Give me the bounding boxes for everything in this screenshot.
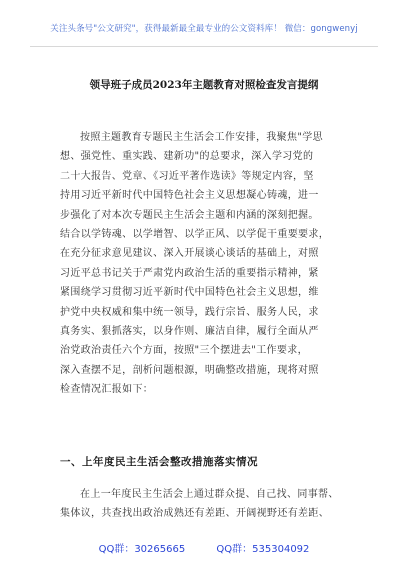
footer-qq-group-2: QQ群：535304092 (216, 544, 310, 555)
text-line: 按照主题教育专题民主生活会工作安排，我聚焦"学思 (80, 132, 323, 143)
text-line: 想、强党性、重实践、建新功"的总要求，深入学习党的 (60, 151, 314, 163)
text-line: 真务实、狠抓落实，以身作则、廉洁自律，履行全面从严 (60, 325, 319, 337)
text-line: 集体议，共查找出政治成熟还有差距、开阔视野还有差距、 (60, 508, 330, 520)
footer-qq-group-1: QQ群：30265665 (98, 544, 186, 555)
text-line: 习近平总书记关于严肃党内政治生活的重要指示精神，紧 (60, 267, 319, 279)
document-title: 领导班子成员2023年主题教育对照检查发言提纲 (89, 79, 319, 91)
text-line: 步强化了对本次专题民主生活会主题和内涵的深刻把握。 (60, 209, 319, 221)
paragraph-intro (60, 128, 342, 399)
paragraph-section-one (60, 485, 342, 524)
text-line: 在上一年度民主生活会上通过群众提、自己找、同事帮、 (80, 489, 339, 500)
text-line: 检查情况汇报如下： (60, 384, 154, 396)
text-line: 在充分征求意见建议、深入开展谈心谈话的基础上，对照 (60, 248, 319, 260)
text-line: 结合以学铸魂、以学增智、以学正风、以学促干重要要求， (60, 228, 330, 240)
header-divider (30, 46, 378, 47)
footer-contact (0, 540, 408, 555)
text-line: 二十大报告、党章、《习近平著作选读》等规定内容，坚 (60, 170, 314, 182)
text-line: 护党中央权威和集中统一领导，践行宗旨、服务人民，求 (60, 306, 319, 318)
text-line: 持用习近平新时代中国特色社会主义思想凝心铸魂，进一 (60, 190, 319, 202)
header-promo-note: 关注头条号"公文研究"，获得最新最全最专业的公文资料库！ 微信：gongwenyj (50, 24, 358, 34)
text-line: 治党政治责任六个方面，按照"三个摆进去"工作要求， (60, 345, 308, 357)
text-line: 紧围绕学习贯彻习近平新时代中国特色社会主义思想，维 (60, 287, 319, 299)
text-line: 深入查摆不足，剖析问题根源，明确整改措施，现将对照 (60, 364, 319, 376)
section-heading: 一、上年度民主生活会整改措施落实情况 (60, 456, 258, 468)
